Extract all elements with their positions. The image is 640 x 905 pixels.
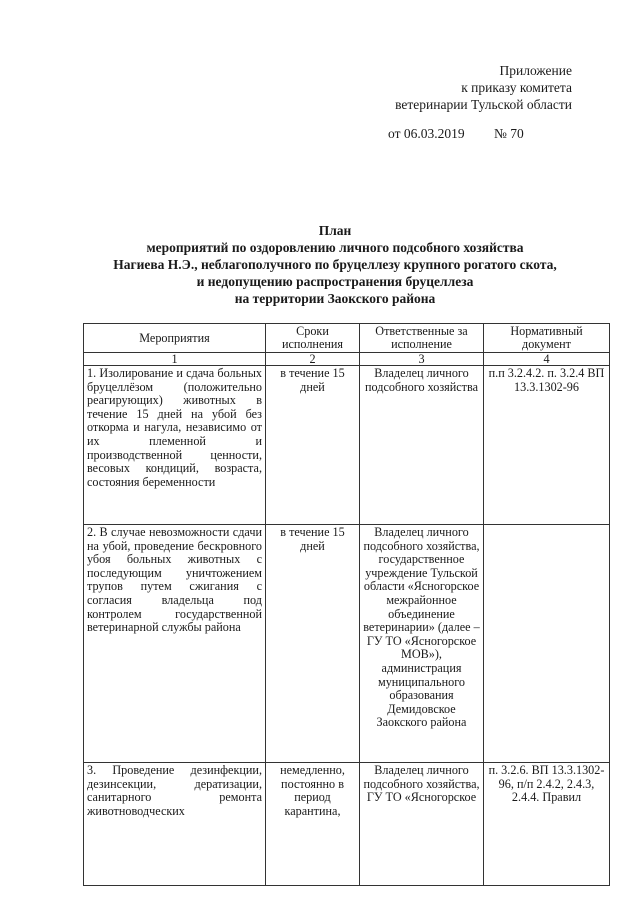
column-number-row <box>84 353 610 366</box>
col-number-3: 3 <box>360 353 484 366</box>
table-row <box>84 366 610 525</box>
appendix-block <box>332 62 572 113</box>
order-date: от 06.03.2019 <box>388 126 465 141</box>
order-number: № 70 <box>493 126 524 141</box>
document-cell <box>484 525 610 763</box>
col-number-2: 2 <box>266 353 360 366</box>
header-measures: Мероприятия <box>84 324 266 353</box>
document-title <box>70 222 600 307</box>
title-line-2: мероприятий по оздоровлению личного подсобного хозяйства <box>146 240 524 255</box>
deadline-cell: немедленно, постоянно в период карантина, <box>266 763 360 886</box>
header-responsible: Ответственные за исполнение <box>360 324 484 353</box>
deadline-cell: в течение 15 дней <box>266 525 360 763</box>
appendix-label: Приложение <box>499 63 572 78</box>
document-cell: п.п 3.2.4.2. п. 3.2.4 ВП 13.3.1302-96 <box>484 366 610 525</box>
measures-table <box>83 323 610 886</box>
measure-cell: 3. Проведение дезинфекции, дезинсекции, дератизации, санитарного ремонта животноводческих <box>84 763 266 886</box>
deadline-cell: в течение 15 дней <box>266 366 360 525</box>
table-header-row <box>84 324 610 353</box>
order-date-number <box>388 126 524 142</box>
title-line-5: на территории Заокского района <box>234 291 436 306</box>
col-number-1: 1 <box>84 353 266 366</box>
col-number-4: 4 <box>484 353 610 366</box>
title-line-3: Нагиева Н.Э., неблагополучного по бруцеллезу крупного рогатого скота, <box>113 257 557 272</box>
header-deadline: Сроки исполнения <box>266 324 360 353</box>
measure-cell: 2. В случае невозможности сдачи на убой, проведение бескровного убоя больных животных с последующим уничтожением трупов путем сжигания с согласия владельца под контролем государственной ветеринарной службы района <box>84 525 266 763</box>
measure-cell: 1. Изолирование и сдача больных бруцеллёзом (положительно реагирующих) животных в течение 15 дней на убой без откорма и нагула, независимо от их племенной и производственной ценности, весовых кондиций, возраста, состояния беременности <box>84 366 266 525</box>
document-cell: п. 3.2.6. ВП 13.3.1302-96, п/п 2.4.2, 2.4.3, 2.4.4. Правил <box>484 763 610 886</box>
responsible-cell: Владелец личного подсобного хозяйства, государственное учреждение Тульской области «Ясногорское межрайонное объединение ветеринарии» (далее – ГУ ТО «Ясногорское МОВ»), администрация муниципального образования Демидовское Заокского района <box>360 525 484 763</box>
header-document: Нормативный документ <box>484 324 610 353</box>
title-line-4: и недопущению распространения бруцеллеза <box>196 274 474 289</box>
appendix-committee: ветеринарии Тульской области <box>395 97 572 112</box>
table-row <box>84 525 610 763</box>
title-line-1: План <box>318 223 352 238</box>
table-row <box>84 763 610 886</box>
responsible-cell: Владелец личного подсобного хозяйства, ГУ ТО «Ясногорское <box>360 763 484 886</box>
appendix-order-ref: к приказу комитета <box>461 80 572 95</box>
responsible-cell: Владелец личного подсобного хозяйства <box>360 366 484 525</box>
